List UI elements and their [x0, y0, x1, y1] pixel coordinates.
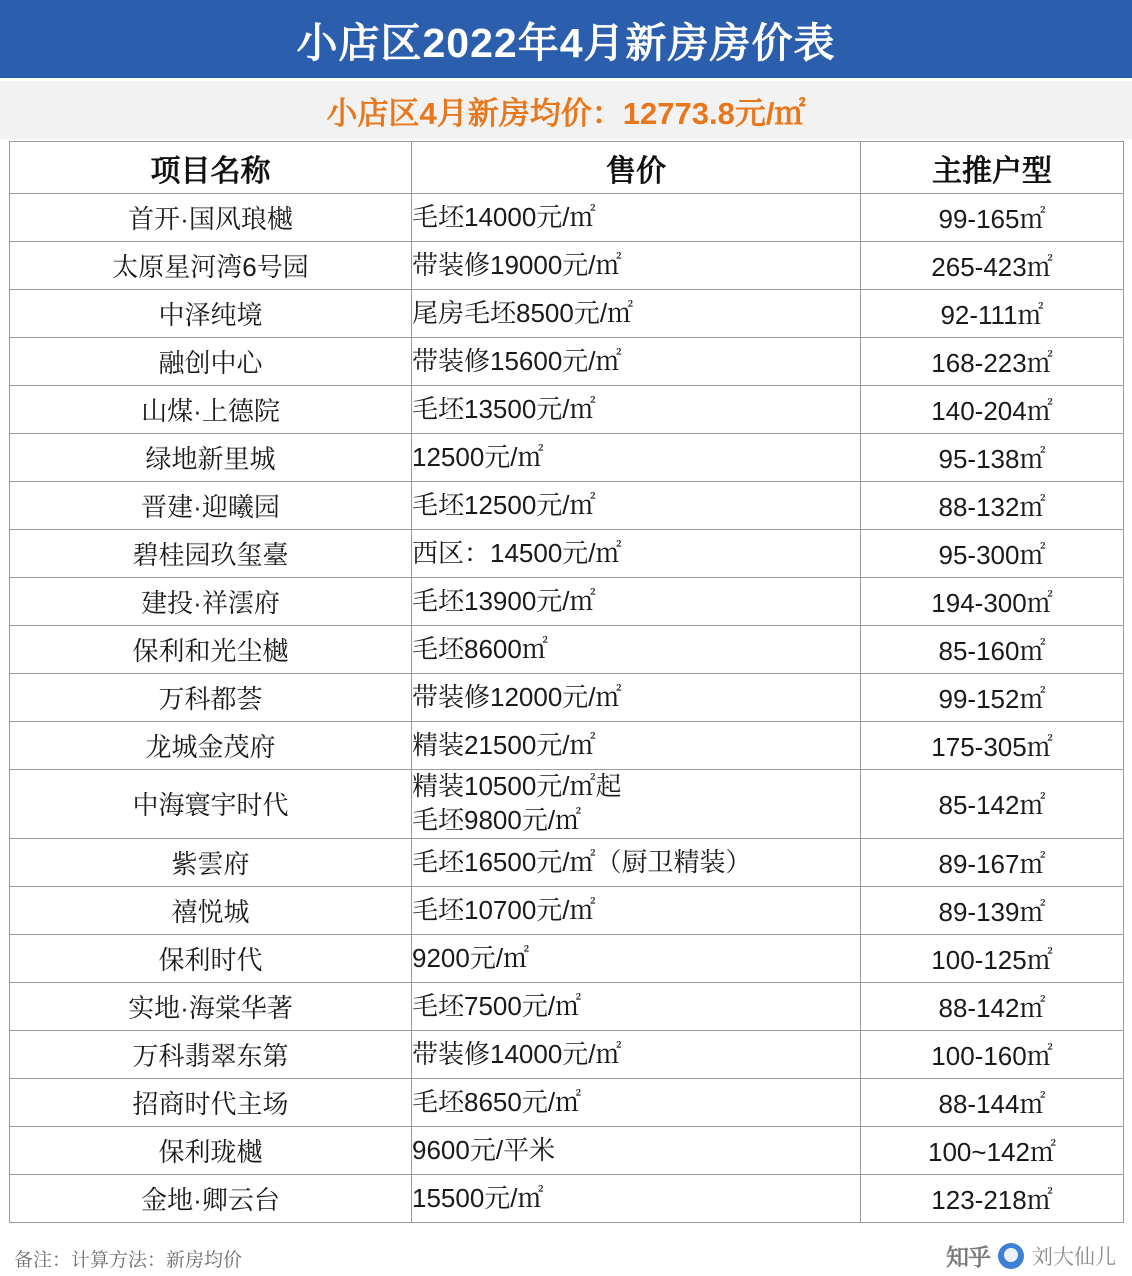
cell-unit-type: 194-300㎡ — [861, 578, 1124, 626]
cell-price-line-1: 精装10500元/㎡起 — [412, 771, 622, 801]
cell-unit-type: 99-165㎡ — [861, 194, 1124, 242]
cell-project-name: 山煤·上德院 — [10, 386, 412, 434]
table-row — [10, 886, 1124, 934]
cell-project-name: 中泽纯境 — [10, 290, 412, 338]
table-row — [10, 982, 1124, 1030]
cell-price-line-2: 毛坯9800元/㎡ — [412, 804, 582, 835]
cell-price: 毛坯10700元/㎡ — [412, 886, 861, 934]
cell-project-name: 融创中心 — [10, 338, 412, 386]
table-header-row — [10, 142, 1124, 194]
table-row — [10, 722, 1124, 770]
cell-project-name: 龙城金茂府 — [10, 722, 412, 770]
cell-unit-type: 168-223㎡ — [861, 338, 1124, 386]
table-row — [10, 1126, 1124, 1174]
watermark — [946, 1239, 1116, 1272]
cell-price: 15500元/㎡ — [412, 1174, 861, 1222]
table-row — [10, 482, 1124, 530]
table-row — [10, 578, 1124, 626]
cell-unit-type: 100-160㎡ — [861, 1030, 1124, 1078]
cell-project-name: 碧桂园玖玺臺 — [10, 530, 412, 578]
table-row — [10, 434, 1124, 482]
cell-project-name: 紫雲府 — [10, 838, 412, 886]
table-row — [10, 338, 1124, 386]
cell-project-name: 金地·卿云台 — [10, 1174, 412, 1222]
cell-price: 9200元/㎡ — [412, 934, 861, 982]
cell-unit-type: 88-132㎡ — [861, 482, 1124, 530]
cell-project-name: 中海寰宇时代 — [10, 770, 412, 839]
cell-project-name: 首开·国风琅樾 — [10, 194, 412, 242]
cell-price: 带装修14000元/㎡ — [412, 1030, 861, 1078]
cell-project-name: 建投·祥澐府 — [10, 578, 412, 626]
cell-unit-type: 123-218㎡ — [861, 1174, 1124, 1222]
price-table — [9, 141, 1124, 1223]
table-row — [10, 194, 1124, 242]
cell-project-name: 万科都荟 — [10, 674, 412, 722]
cell-price: 西区：14500元/㎡ — [412, 530, 861, 578]
table-row — [10, 1030, 1124, 1078]
subtitle-bar — [0, 81, 1132, 141]
cell-project-name: 保利和光尘樾 — [10, 626, 412, 674]
table-body — [10, 194, 1124, 1223]
cell-unit-type: 85-142㎡ — [861, 770, 1124, 839]
cell-price: 毛坯14000元/㎡ — [412, 194, 861, 242]
watermark-username: 刘大仙儿 — [1032, 1245, 1116, 1269]
footer-note: 备注：计算方法：新房均价 — [14, 1249, 243, 1271]
cell-price: 毛坯8600㎡ — [412, 626, 861, 674]
cell-price: 毛坯8650元/㎡ — [412, 1078, 861, 1126]
cell-project-name: 保利时代 — [10, 934, 412, 982]
column-header-price: 售价 — [412, 142, 861, 194]
cell-price: 带装修19000元/㎡ — [412, 242, 861, 290]
cell-unit-type: 175-305㎡ — [861, 722, 1124, 770]
table-row — [10, 530, 1124, 578]
cell-unit-type: 89-167㎡ — [861, 838, 1124, 886]
table-row — [10, 290, 1124, 338]
cell-project-name: 实地·海棠华著 — [10, 982, 412, 1030]
cell-price: 毛坯7500元/㎡ — [412, 982, 861, 1030]
table-row — [10, 386, 1124, 434]
cell-price: 带装修15600元/㎡ — [412, 338, 861, 386]
cell-price: 毛坯13500元/㎡ — [412, 386, 861, 434]
column-header-project-name: 项目名称 — [10, 142, 412, 194]
cell-price: 尾房毛坯8500元/㎡ — [412, 290, 861, 338]
table-row — [10, 1174, 1124, 1222]
cell-price: 9600元/平米 — [412, 1126, 861, 1174]
table-row — [10, 934, 1124, 982]
cell-unit-type: 88-144㎡ — [861, 1078, 1124, 1126]
table-row — [10, 674, 1124, 722]
cell-project-name: 万科翡翠东第 — [10, 1030, 412, 1078]
cell-unit-type: 95-300㎡ — [861, 530, 1124, 578]
table-row — [10, 1078, 1124, 1126]
page-title: 小店区2022年4月新房房价表 — [296, 19, 836, 66]
cell-unit-type: 140-204㎡ — [861, 386, 1124, 434]
avatar — [998, 1243, 1024, 1269]
cell-project-name: 太原星河湾6号园 — [10, 242, 412, 290]
cell-unit-type: 100-125㎡ — [861, 934, 1124, 982]
cell-unit-type: 100~142㎡ — [861, 1126, 1124, 1174]
cell-unit-type: 99-152㎡ — [861, 674, 1124, 722]
table-row — [10, 838, 1124, 886]
table-row — [10, 242, 1124, 290]
cell-price: 带装修12000元/㎡ — [412, 674, 861, 722]
table-row — [10, 626, 1124, 674]
cell-unit-type: 85-160㎡ — [861, 626, 1124, 674]
cell-project-name: 晋建·迎曦园 — [10, 482, 412, 530]
cell-project-name: 禧悦城 — [10, 886, 412, 934]
cell-price: 精装21500元/㎡ — [412, 722, 861, 770]
cell-price: 毛坯13900元/㎡ — [412, 578, 861, 626]
cell-project-name: 保利珑樾 — [10, 1126, 412, 1174]
cell-unit-type: 92-111㎡ — [861, 290, 1124, 338]
cell-price: 毛坯16500元/㎡（厨卫精装） — [412, 838, 861, 886]
cell-unit-type: 95-138㎡ — [861, 434, 1124, 482]
cell-unit-type: 88-142㎡ — [861, 982, 1124, 1030]
cell-unit-type: 89-139㎡ — [861, 886, 1124, 934]
cell-project-name: 招商时代主场 — [10, 1078, 412, 1126]
cell-price: 毛坯12500元/㎡ — [412, 482, 861, 530]
average-price-subtitle: 小店区4月新房均价：12773.8元/㎡ — [326, 95, 806, 131]
cell-price: 12500元/㎡ — [412, 434, 861, 482]
cell-project-name: 绿地新里城 — [10, 434, 412, 482]
cell-price — [412, 770, 861, 839]
table-row — [10, 770, 1124, 839]
column-header-unit-type: 主推户型 — [861, 142, 1124, 194]
title-bar — [0, 0, 1132, 81]
table-header — [10, 142, 1124, 194]
zhihu-logo: 知乎 — [946, 1244, 990, 1270]
cell-unit-type: 265-423㎡ — [861, 242, 1124, 290]
